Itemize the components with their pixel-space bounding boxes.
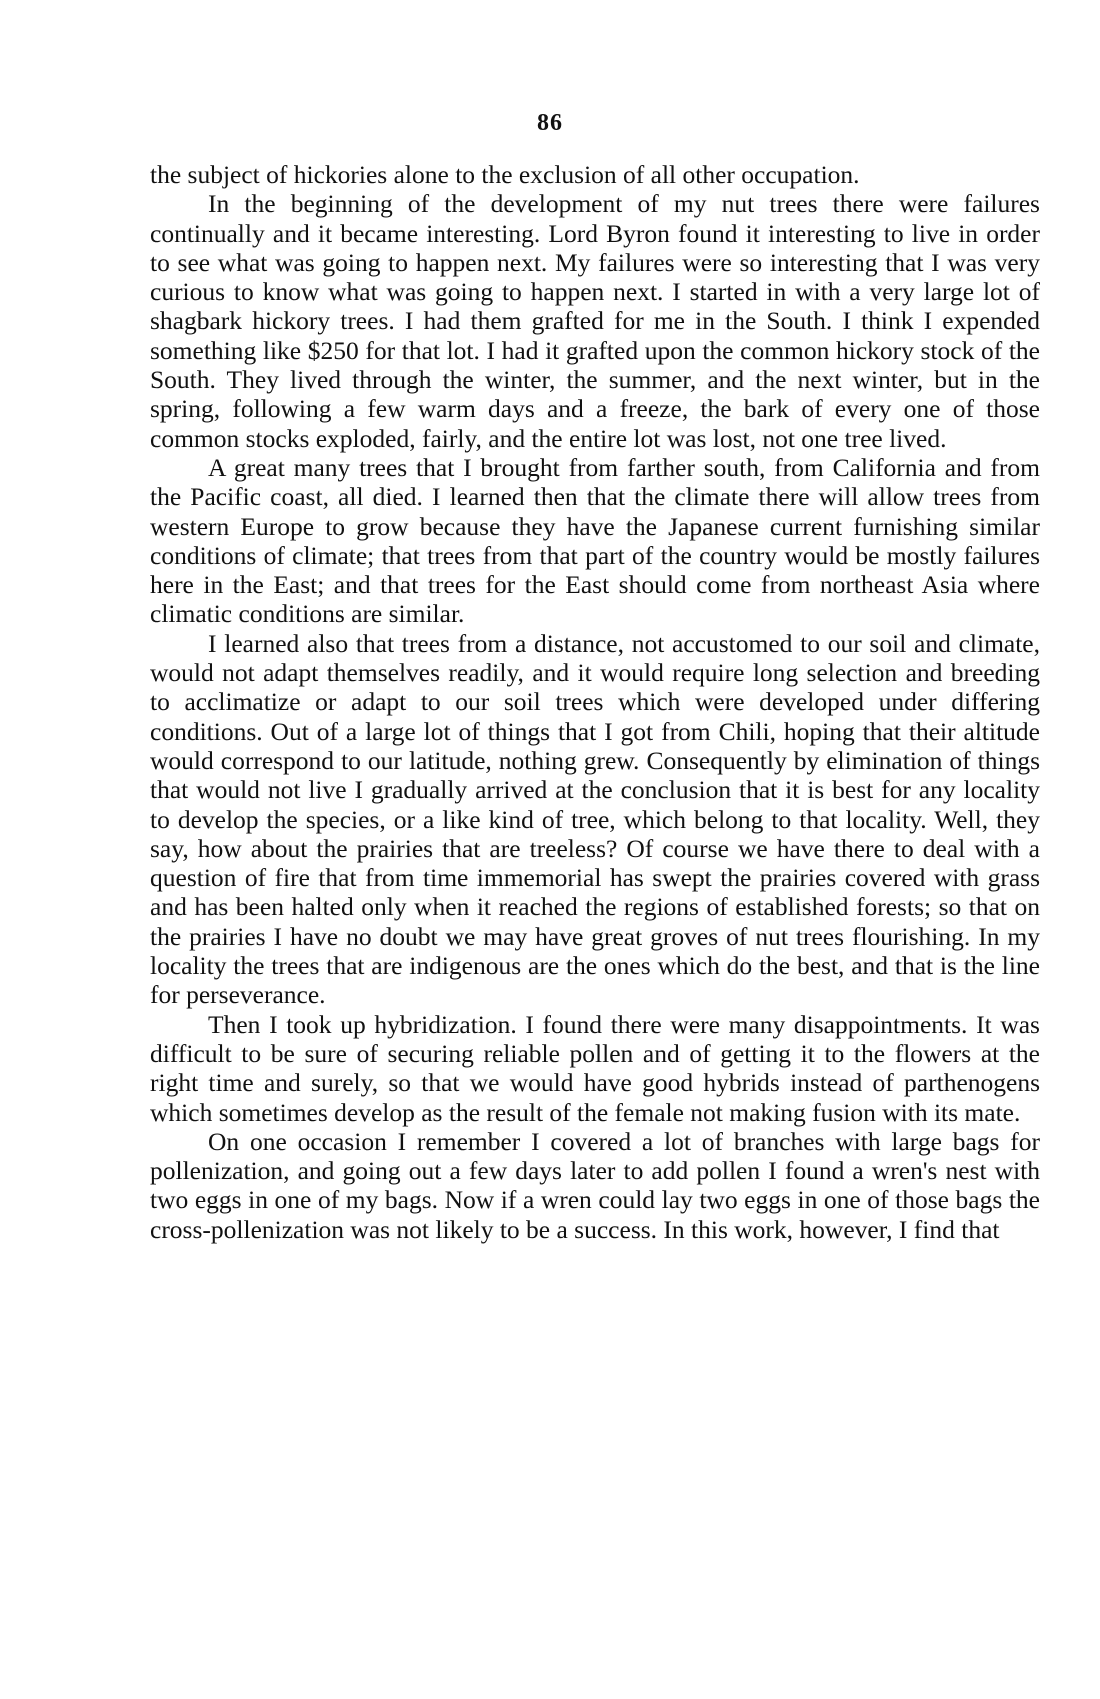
paragraph-local-adaptation: I learned also that trees from a distance, not accustomed to our soil and climate, would not adapt themselves readily, and it would require long selection and breeding to acclimatize or adapt to our soil trees which were developed under differing conditions. Out of a large lot of things that I got from Chili, hoping that their altitude would correspond to our latitude, nothing grew. Consequently by elimination of things that would not live I gradually arrived at the conclusion that it is best for any locality to develop the species, or a like kind of tree, which belong to that locality. Well, they say, how about the prairies that are treeless? Of course we have there to deal with a question of fire that from time immemorial has swept the prairies covered with grass and has been halted only when it reached the regions of established forests; so that on the prairies I have no doubt we may have great groves of nut trees flourishing. In my locality the trees that are indigenous are the ones which do the best, and that is the line for perseverance.: [150, 628, 1040, 1010]
body-text: [150, 160, 1040, 1244]
paragraph-western-trees: A great many trees that I brought from farther south, from California and from the Pacific coast, all died. I learned then that the climate there will allow trees from western Europe to grow because they have the Japanese current furnishing similar conditions of climate; that trees from that part of the country would be mostly failures here in the East; and that trees for the East should come from northeast Asia where climatic conditions are similar.: [150, 452, 1040, 629]
page-number: 86: [537, 110, 563, 136]
paragraph-nut-tree-failures: In the beginning of the development of my nut trees there were failures continually and it became interesting. Lord Byron found it interesting to live in order to see what was going to happen next. My failures were so interesting that I was very curious to know what was going to happen next. I started in with a very large lot of shagbark hickory trees. I had them grafted for me in the South. I think I expended something like $250 for that lot. I had it grafted upon the common hickory stock of the South. They lived through the winter, the summer, and the next winter, but in the spring, following a few warm days and a freeze, the bark of every one of those common stocks exploded, fairly, and the entire lot was lost, not one tree lived.: [150, 189, 1040, 453]
paragraph-continuation: the subject of hickories alone to the exclusion of all other occupation.: [150, 160, 860, 189]
paragraph-wren-nest: On one occasion I remember I covered a lot of branches with large bags for pollenization, and going out a few days later to add pollen I found a wren's nest with two eggs in one of my bags. Now if a wren could lay two eggs in one of those bags the cross-pollenization was not likely to be a success. In this work, however, I find that: [150, 1126, 1040, 1244]
paragraph-hybridization: Then I took up hybridization. I found there were many disappointments. It was difficult to be sure of securing reliable pollen and of getting it to the flowers at the right time and surely, so that we would have good hybrids instead of parthenogens which sometimes develop as the result of the female not making fusion with its mate.: [150, 1009, 1040, 1127]
